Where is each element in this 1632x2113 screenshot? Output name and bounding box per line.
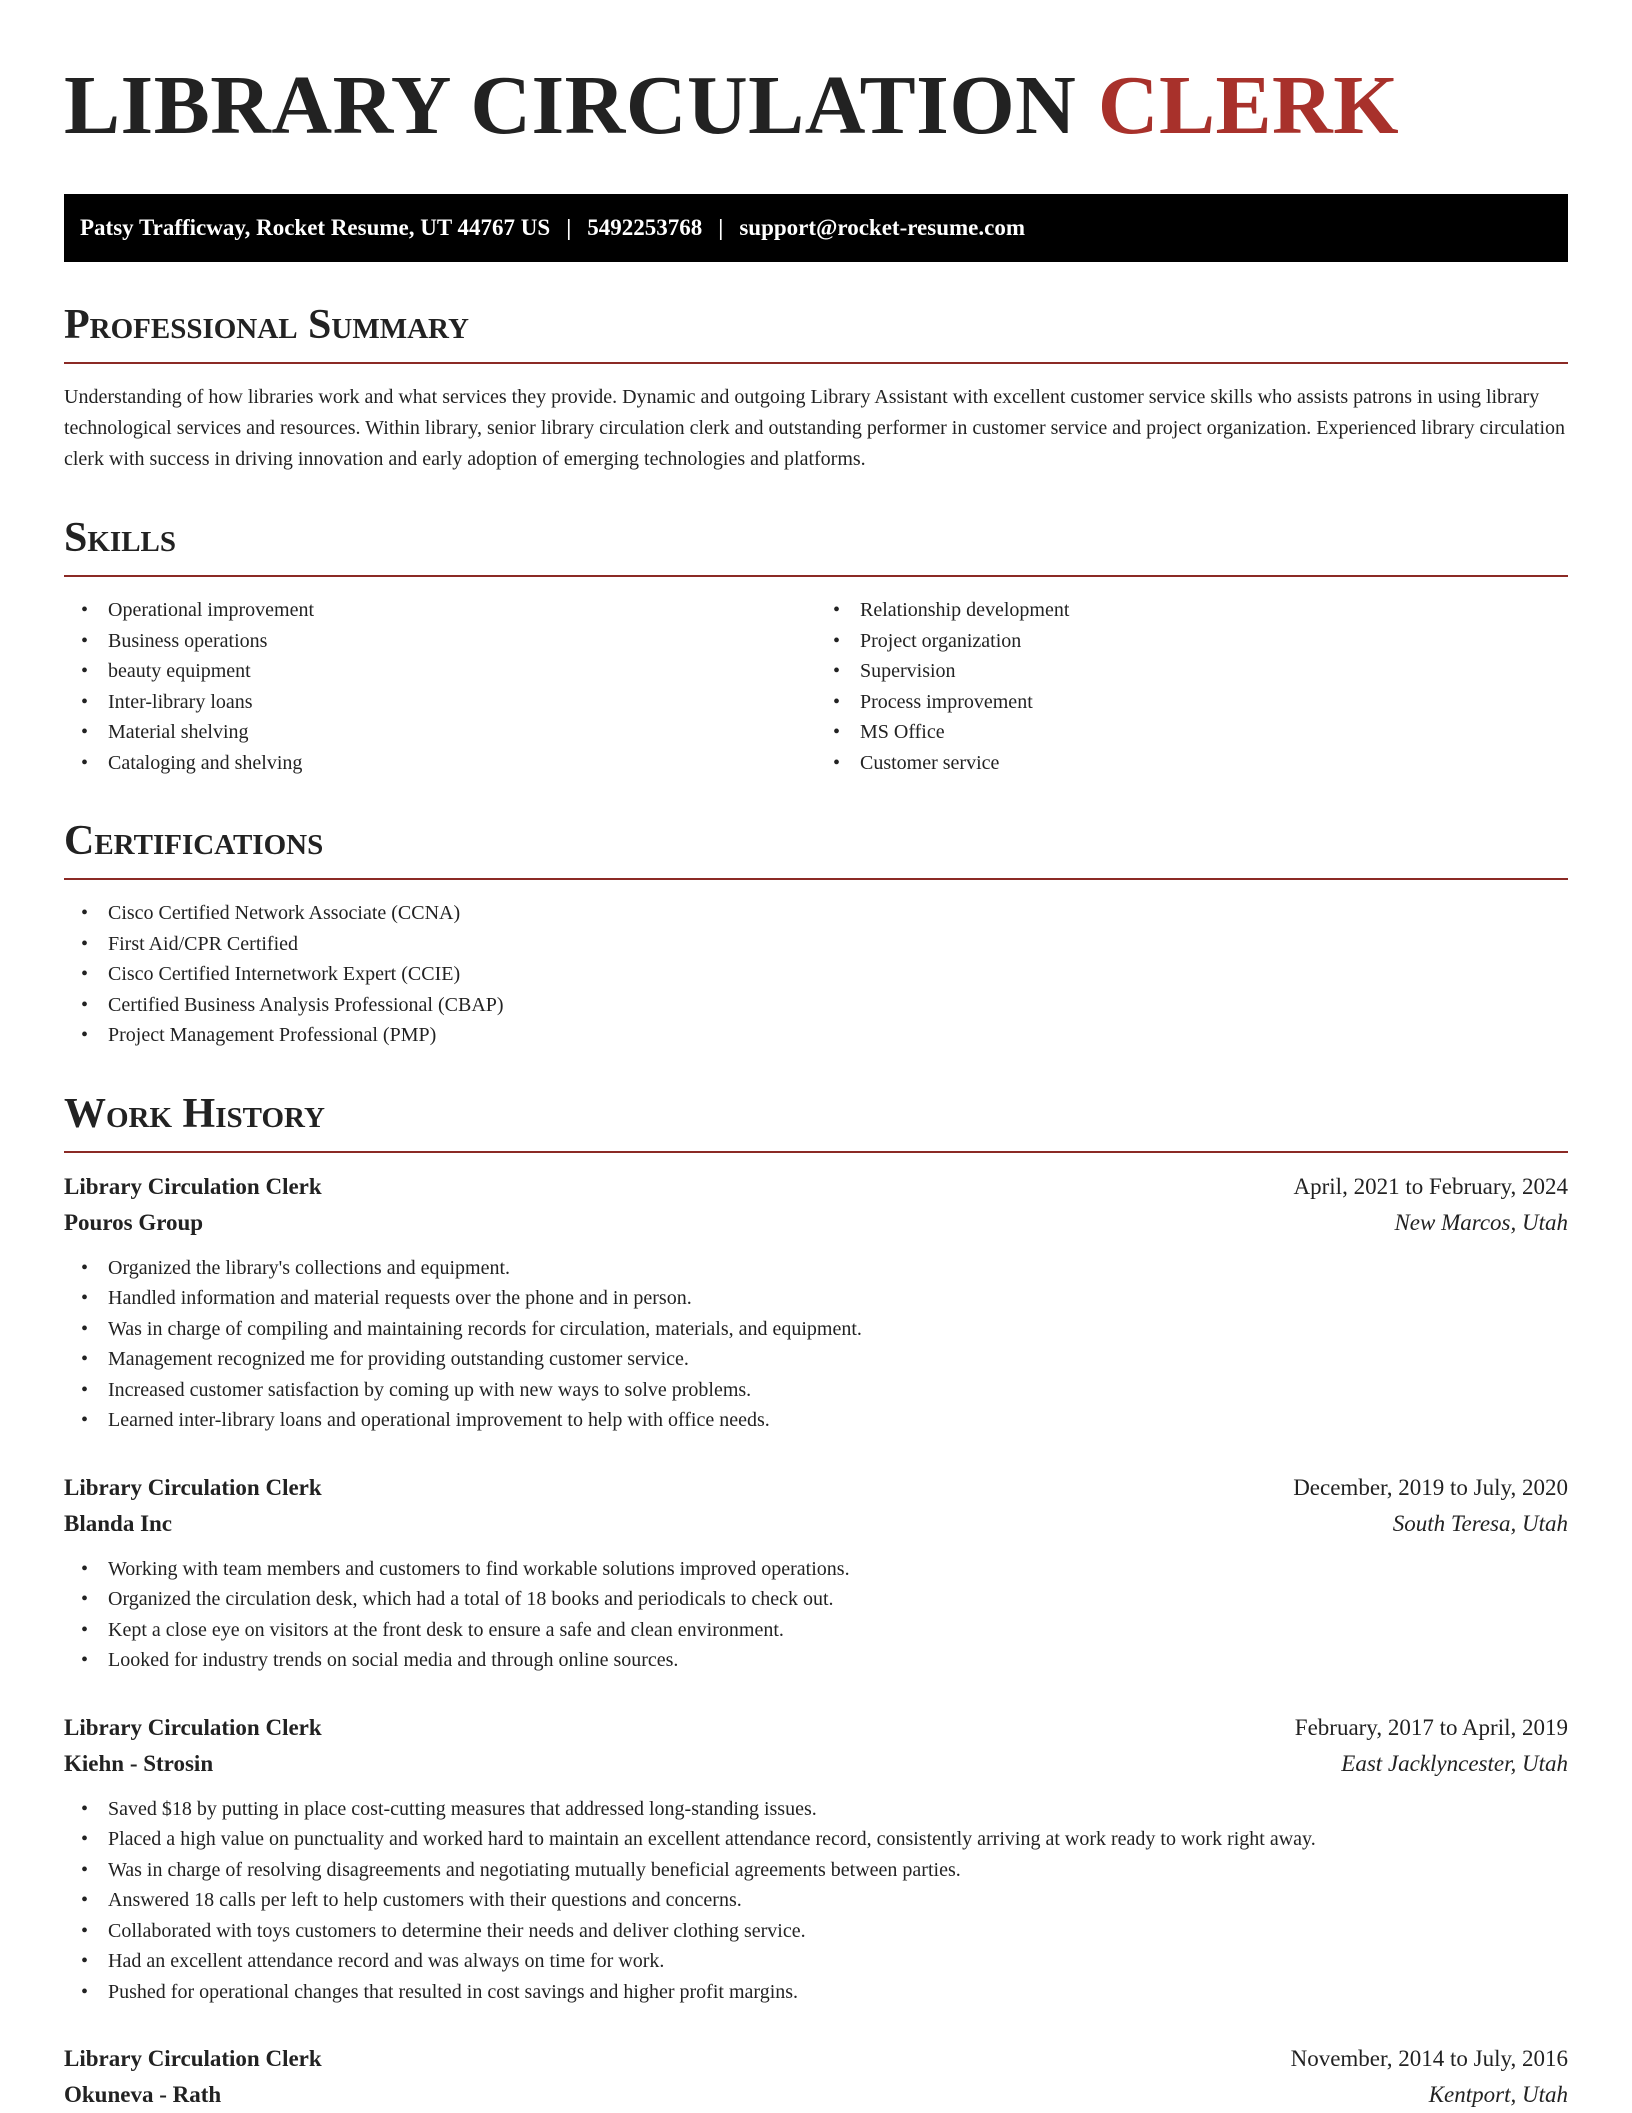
skill-item: • Project organization	[816, 626, 1568, 657]
job-bullet: • Had an excellent attendance record and was always on time for work.	[64, 1946, 1568, 1977]
professional-summary-section	[64, 304, 1568, 475]
job-bullet: • Handled information and material requests over the phone and in person.	[64, 1283, 1568, 1314]
job-entry	[64, 1470, 1568, 1676]
job-company: Okuneva - Rath	[64, 2077, 221, 2113]
section-heading: Professional Summary	[64, 304, 1568, 364]
job-location: New Marcos, Utah	[1394, 1205, 1568, 1241]
skill-item: • Business operations	[64, 626, 816, 657]
skill-item: • Operational improvement	[64, 595, 816, 626]
summary-text: Understanding of how libraries work and what services they provide. Dynamic and outgoing Library Assistant with excellent customer service skills who assists patrons in using library technological services and resources. Within library, senior library circulation clerk and outstanding performer in customer service and project organization. Experienced library circulation clerk with success in driving innovation and early adoption of emerging technologies and platforms.	[64, 382, 1568, 475]
job-location: South Teresa, Utah	[1393, 1506, 1568, 1542]
job-header-row	[64, 2041, 1568, 2077]
job-bullet: • Placed a high value on punctuality and worked hard to maintain an excellent attendance record, consistently arriving at work ready to work right away.	[64, 1824, 1568, 1855]
job-location: Kentport, Utah	[1429, 2077, 1568, 2113]
contact-email: support@rocket-resume.com	[739, 215, 1025, 241]
certifications-section	[64, 820, 1568, 1051]
section-heading: Work History	[64, 1093, 1568, 1153]
job-company: Pouros Group	[64, 1205, 203, 1241]
job-dates: April, 2021 to February, 2024	[1294, 1169, 1568, 1205]
job-company: Blanda Inc	[64, 1506, 172, 1542]
job-entry	[64, 2041, 1568, 2113]
certifications-list	[64, 898, 1568, 1051]
job-bullets	[64, 1794, 1568, 2008]
job-company-row	[64, 1746, 1568, 1782]
job-entry	[64, 1169, 1568, 1436]
job-dates: February, 2017 to April, 2019	[1295, 1710, 1568, 1746]
job-company-row	[64, 2077, 1568, 2113]
section-heading: Skills	[64, 517, 1568, 577]
jobs-list	[64, 1169, 1568, 2113]
job-bullet: • Collaborated with toys customers to determine their needs and deliver clothing service.	[64, 1916, 1568, 1947]
contact-bar	[64, 194, 1568, 262]
job-title: Library Circulation Clerk	[64, 1470, 322, 1506]
job-bullet: • Kept a close eye on visitors at the front desk to ensure a safe and clean environment.	[64, 1615, 1568, 1646]
job-header-row	[64, 1710, 1568, 1746]
certification-item: • Project Management Professional (PMP)	[64, 1020, 1568, 1051]
certification-item: • First Aid/CPR Certified	[64, 929, 1568, 960]
job-bullets	[64, 1554, 1568, 1676]
job-bullet: • Was in charge of compiling and maintaining records for circulation, materials, and equipment.	[64, 1314, 1568, 1345]
skill-item: • Supervision	[816, 656, 1568, 687]
title-main: LIBRARY CIRCULATION	[64, 59, 1076, 152]
work-history-section	[64, 1093, 1568, 2113]
title-accent: CLERK	[1098, 59, 1399, 152]
job-dates: November, 2014 to July, 2016	[1291, 2041, 1568, 2077]
skill-item: • MS Office	[816, 717, 1568, 748]
certification-item: • Cisco Certified Network Associate (CCNA)	[64, 898, 1568, 929]
job-title: Library Circulation Clerk	[64, 1169, 322, 1205]
job-company-row	[64, 1205, 1568, 1241]
job-bullet: • Organized the library's collections and equipment.	[64, 1253, 1568, 1284]
skills-list-left	[64, 595, 816, 778]
skill-item: • Inter-library loans	[64, 687, 816, 718]
contact-separator: |	[566, 215, 571, 241]
job-entry	[64, 1710, 1568, 2008]
job-bullet: • Answered 18 calls per left to help customers with their questions and concerns.	[64, 1885, 1568, 1916]
skill-item: • Relationship development	[816, 595, 1568, 626]
skills-section	[64, 517, 1568, 778]
skill-item: • beauty equipment	[64, 656, 816, 687]
job-bullet: • Looked for industry trends on social media and through online sources.	[64, 1645, 1568, 1676]
job-bullet: • Working with team members and customers to find workable solutions improved operations.	[64, 1554, 1568, 1585]
job-title: Library Circulation Clerk	[64, 1710, 322, 1746]
contact-address: Patsy Trafficway, Rocket Resume, UT 44767 US	[80, 215, 550, 241]
contact-phone: 5492253768	[587, 215, 702, 241]
job-bullets	[64, 1253, 1568, 1436]
page-title	[64, 60, 1568, 148]
job-bullet: • Pushed for operational changes that resulted in cost savings and higher profit margins.	[64, 1977, 1568, 2008]
job-bullet: • Organized the circulation desk, which had a total of 18 books and periodicals to check out.	[64, 1584, 1568, 1615]
job-bullet: • Management recognized me for providing outstanding customer service.	[64, 1344, 1568, 1375]
job-header-row	[64, 1169, 1568, 1205]
job-bullet: • Learned inter-library loans and operational improvement to help with office needs.	[64, 1405, 1568, 1436]
job-title: Library Circulation Clerk	[64, 2041, 322, 2077]
job-dates: December, 2019 to July, 2020	[1293, 1470, 1568, 1506]
skill-item: • Cataloging and shelving	[64, 748, 816, 779]
job-company: Kiehn - Strosin	[64, 1746, 213, 1782]
section-heading: Certifications	[64, 820, 1568, 880]
skill-item: • Material shelving	[64, 717, 816, 748]
job-bullet: • Increased customer satisfaction by coming up with new ways to solve problems.	[64, 1375, 1568, 1406]
skill-item: • Customer service	[816, 748, 1568, 779]
job-location: East Jacklyncester, Utah	[1341, 1746, 1568, 1782]
contact-separator: |	[718, 215, 723, 241]
job-company-row	[64, 1506, 1568, 1542]
skill-item: • Process improvement	[816, 687, 1568, 718]
skills-list-right	[816, 595, 1568, 778]
job-bullet: • Was in charge of resolving disagreements and negotiating mutually beneficial agreements between parties.	[64, 1855, 1568, 1886]
certification-item: • Cisco Certified Internetwork Expert (CCIE)	[64, 959, 1568, 990]
job-header-row	[64, 1470, 1568, 1506]
skills-grid	[64, 577, 1568, 778]
job-bullet: • Saved $18 by putting in place cost-cutting measures that addressed long-standing issues.	[64, 1794, 1568, 1825]
certification-item: • Certified Business Analysis Professional (CBAP)	[64, 990, 1568, 1021]
